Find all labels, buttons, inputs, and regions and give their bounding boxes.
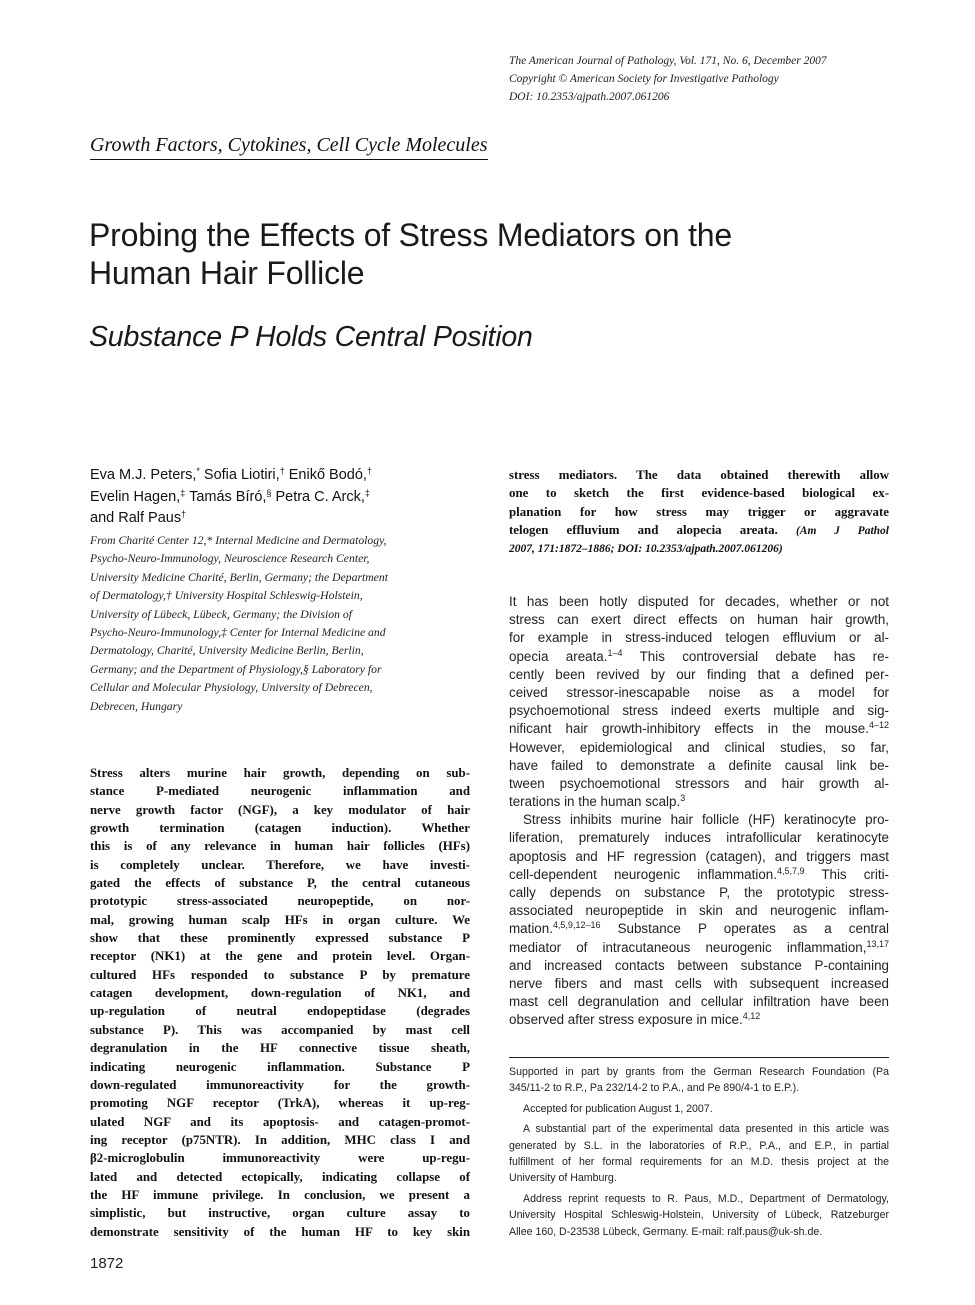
reference-mark: 1–4 (607, 647, 623, 658)
affiliation-line: Dermatology, Charité, University Medicine Berlin, Berlin, (90, 644, 364, 658)
reference-mark: 4,5,7,9 (776, 865, 805, 876)
abstract-line: one to sketch the first evidence-based biological ex- (509, 486, 889, 501)
body-line (509, 793, 889, 811)
abstract-right-column (509, 466, 889, 558)
body-line: However, epidemiological and clinical studies, so far, (509, 739, 889, 755)
abstract-line: growth termination (catagen induction). Whether (90, 821, 470, 836)
abstract-line: β2-microglobulin immunoreactivity were up-regu- (90, 1151, 470, 1166)
abstract-left-column (90, 764, 470, 1241)
journal-doi-line: DOI: 10.2353/ajpath.2007.061206 (509, 91, 670, 103)
abstract-line: nerve growth factor (NGF), a key modulator of hair (90, 802, 470, 817)
body-line: It has been hotly disputed for decades, whether or not (509, 594, 889, 609)
body-line: Stress inhibits murine hair follicle (HF) keratinocyte pro- (523, 812, 889, 828)
article-subtitle: Substance P Holds Central Position (89, 321, 533, 353)
abstract-line: up-regulation of neutral endopeptidase (degrades (90, 1004, 470, 1019)
body-line: nerve fibers and mast cells with subsequent increased (509, 975, 889, 991)
affiliation-line: of Dermatology,† University Hospital Schleswig-Holstein, (90, 589, 363, 603)
abstract-line: gated the effects of substance P, the central cutaneous (90, 876, 470, 891)
citation-text: (Am J Pathol (795, 525, 889, 538)
body-line: and increased contacts between substance P-containing (509, 957, 889, 973)
affiliation-mark: ‡ (180, 487, 186, 498)
reference-mark: 13,17 (866, 938, 889, 949)
body-line (509, 720, 889, 738)
abstract-line: substance P). This was accompanied by mast cell (90, 1022, 470, 1037)
body-line: for example in stress-induced telogen effluvium or al- (509, 630, 889, 646)
body-text-run: mediator of intracutaneous neurogenic inflammation, (509, 939, 867, 955)
abstract-line: ing receptor (p75NTR). In addition, MHC class I and (90, 1132, 470, 1147)
abstract-line: lated and detected ectopically, indicating collapse of (90, 1169, 470, 1184)
body-line (509, 1011, 889, 1029)
abstract-line: stance P-mediated neurogenic inflammation and (90, 784, 470, 799)
footnote-divider (509, 1057, 889, 1058)
author-name: Sofia Liotiri, (199, 467, 280, 483)
body-text-run: This criti- (804, 866, 889, 882)
author-name: Enikő Bodó, (284, 467, 367, 483)
body-text-run: Substance P operates as a central (600, 921, 889, 937)
reprint-footnote-line: Address reprint requests to R. Paus, M.D., Department of Dermatology, (523, 1192, 889, 1205)
reference-mark: 4–12 (868, 720, 889, 731)
journal-copyright-line: Copyright © American Society for Investigative Pathology (509, 73, 779, 85)
affiliation-line: Cellular and Molecular Physiology, University of Debrecen, (90, 681, 373, 695)
abstract-line: planation for how stress may trigger or aggravate (509, 504, 889, 519)
affiliation-line: University Medicine Charité, Berlin, Germany; the Department (90, 570, 388, 584)
abstract-line: stress mediators. The data obtained therewith allow (509, 468, 889, 482)
page-number: 1872 (90, 1255, 124, 1272)
affiliation-mark: § (266, 487, 272, 498)
journal-volume-line: The American Journal of Pathology, Vol. 171, No. 6, December 2007 (509, 55, 827, 67)
abstract-line: simplistic, but instructive, organ culture assay to (90, 1206, 470, 1221)
author-line-3 (90, 508, 480, 530)
contribution-footnote-line: fulfillment of her formal requirements for an M.D. thesis project at the (509, 1155, 889, 1168)
body-line: liferation, prematurely induces intrafollicular keratinocyte (509, 830, 889, 846)
body-text-run: This controversial debate has re- (622, 648, 890, 664)
body-text-run: mation. (509, 921, 553, 937)
affiliation-line: University of Lübeck, Lübeck, Germany; the Division of (90, 607, 352, 621)
footnotes (509, 1064, 889, 1240)
article-title-line-1: Probing the Effects of Stress Mediators on the (89, 217, 733, 253)
body-line: apoptosis and HF regression (catagen), and triggers mast (509, 848, 889, 864)
abstract-text: telogen effluvium and alopecia areata. (509, 523, 778, 538)
abstract-line: catagen development, down-regulation of NK1, and (90, 986, 470, 1001)
affiliation-mark: † (279, 466, 285, 476)
abstract-line: this is of any relevance in human hair follicles (HFs) (90, 839, 470, 854)
abstract-line: mal, growing human scalp HFs in organ culture. We (90, 912, 470, 927)
author-name: Evelin Hagen, (90, 488, 181, 505)
body-text-run: cell-dependent neurogenic inflammation. (509, 866, 777, 882)
body-text-run: observed after stress exposure in mice. (509, 1012, 743, 1028)
body-line (509, 866, 889, 884)
body-line: tween psychoemotional stressors and hair growth al- (509, 775, 889, 791)
body-line (509, 939, 889, 957)
abstract-line: receptor (NK1) at the gene and protein level. Organ- (90, 949, 470, 964)
body-line: stress can exert direct effects on human hair growth, (509, 612, 889, 628)
abstract-line: degranulation in the HF connective tissue sheath, (90, 1041, 470, 1056)
abstract-line: cultured HFs responded to substance P by premature (90, 967, 470, 982)
author-line-2 (90, 487, 480, 509)
abstract-line: the HF immune privilege. In conclusion, we present a (90, 1187, 470, 1202)
abstract-line: Stress alters murine hair growth, depending on sub- (90, 766, 470, 780)
journal-citation-header (509, 52, 929, 106)
affiliation-line: Debrecen, Hungary (90, 699, 183, 713)
body-line: cently been revived by our finding that a defined per- (509, 666, 889, 682)
abstract-line (509, 539, 889, 557)
affiliation-line: Psycho-Neuro-Immunology,‡ Center for Internal Medicine and (90, 626, 386, 640)
reprint-footnote-line: University Hospital Schleswig-Holstein, University of Lübeck, Ratzeburger (509, 1209, 889, 1222)
body-line: mast cell degranulation and cellular infiltration have been (509, 994, 889, 1010)
abstract-line: promoting NGF receptor (TrkA), whereas it up-reg- (90, 1096, 470, 1111)
abstract-line: is completely unclear. Therefore, we have investi- (90, 857, 470, 872)
author-list (90, 465, 480, 530)
affiliation-mark: † (366, 466, 372, 476)
contribution-footnote-line: University of Hamburg. (509, 1172, 617, 1185)
reference-mark: 4,12 (742, 1011, 761, 1022)
affiliation-mark: ‡ (364, 487, 370, 498)
abstract-line: down-regulated immunoreactivity for the growth- (90, 1077, 470, 1092)
reference-mark: 3 (680, 793, 686, 804)
abstract-line: demonstrate sensitivity of the human HF to key skin (90, 1224, 470, 1239)
body-text-run: terations in the human scalp. (509, 794, 681, 810)
affiliation-mark: * (196, 466, 200, 476)
body-line: have failed to demonstrate a definite causal link be- (509, 757, 889, 773)
article-title (89, 216, 909, 292)
contribution-footnote-line: generated by S.L. in the laboratories of R.P., P.A., and E.P., in partial (509, 1139, 889, 1152)
section-heading: Growth Factors, Cytokines, Cell Cycle Molecules (90, 131, 488, 160)
abstract-line (509, 521, 889, 539)
author-name: and Ralf Paus (90, 510, 182, 526)
reprint-footnote-line: Allee 160, D-23538 Lübeck, Germany. E-mail: ralf.paus@uk-sh.de. (509, 1225, 823, 1238)
author-line-1 (90, 465, 480, 487)
body-line: ceived stressor-inescapable noise as a model for (509, 684, 889, 700)
affiliation-mark: † (181, 509, 187, 519)
body-line: psychoemotional stress indeed exerts multiple and sig- (509, 703, 889, 719)
affiliation-line: Psycho-Neuro-Immunology, Neuroscience Research Center, (90, 552, 370, 566)
body-text-run: nificant hair growth-inhibitory effects in the mouse. (509, 721, 869, 737)
body-text (509, 593, 889, 1030)
contribution-footnote-line: A substantial part of the experimental data presented in this article was (523, 1123, 889, 1136)
body-text-run: opecia areata. (509, 648, 608, 664)
affiliation-line: Germany; and the Department of Physiology,§ Laboratory for (90, 662, 382, 676)
body-line: cally depends on substance P, the prototypic stress- (509, 885, 889, 900)
citation-text: 2007, 171:1872–1886; DOI: 10.2353/ajpath.2007.061206) (509, 543, 783, 556)
author-name: Tamás Bíró, (185, 488, 267, 505)
funding-footnote-line: 345/11-2 to R.P., Pa 232/14-2 to P.A., and Pe 890/4-1 to E.P.). (509, 1082, 800, 1095)
body-line (509, 920, 889, 938)
acceptance-footnote: Accepted for publication August 1, 2007. (523, 1102, 713, 1115)
body-line: associated neuropeptide in skin and neurogenic inflam- (509, 903, 889, 919)
author-name: Eva M.J. Peters, (90, 467, 197, 483)
abstract-line: indicating neurogenic inflammation. Substance P (90, 1059, 470, 1074)
affiliation-line: From Charité Center 12,* Internal Medicine and Dermatology, (90, 534, 387, 547)
abstract-line: prototypic stress-associated neuropeptide, on nor- (90, 894, 470, 909)
article-title-line-2: Human Hair Follicle (89, 255, 365, 291)
abstract-line: ulated NGF and its apoptosis- and catagen-promot- (90, 1114, 470, 1129)
author-name: Petra C. Arck, (271, 488, 365, 505)
abstract-line: show that these prominently expressed substance P (90, 931, 470, 946)
funding-footnote-line: Supported in part by grants from the German Research Foundation (Pa (509, 1066, 889, 1078)
affiliations (90, 532, 475, 716)
reference-mark: 4,5,9,12–16 (552, 920, 601, 931)
body-line (509, 648, 889, 666)
